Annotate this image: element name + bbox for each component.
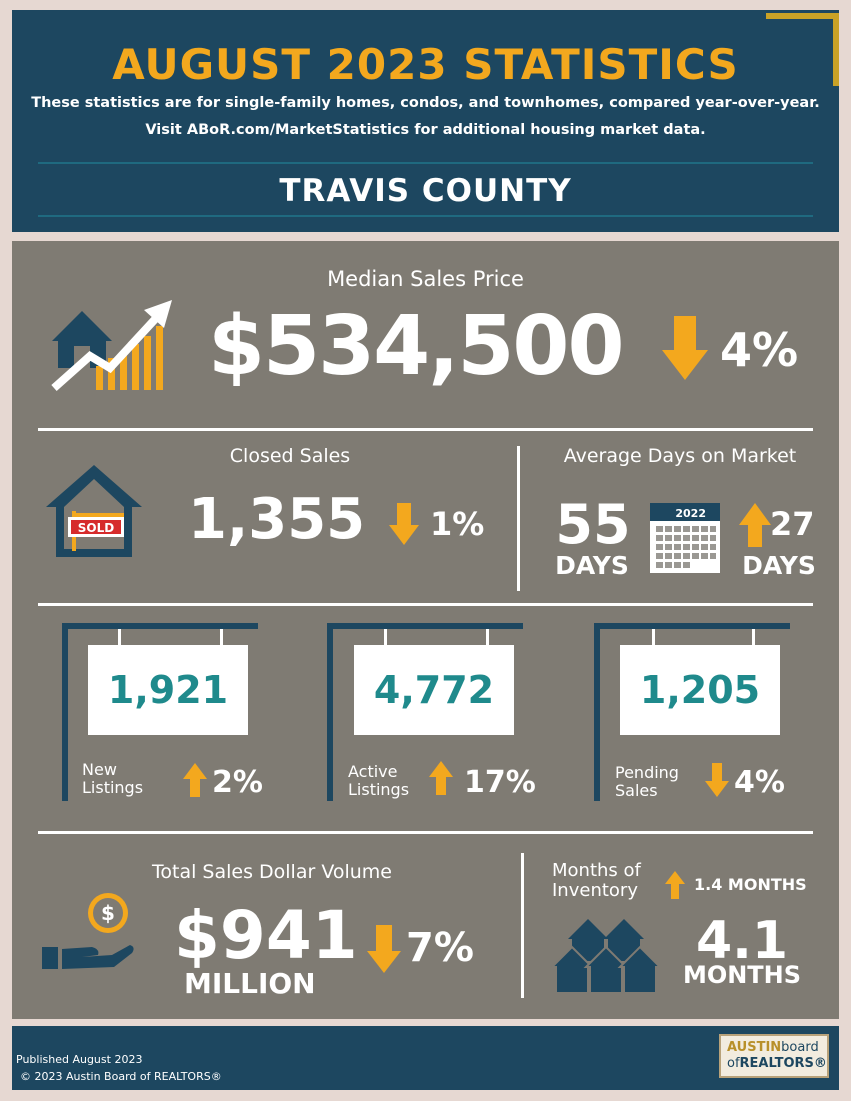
abor-logo: AUSTINboard ofREALTORS®	[719, 1034, 829, 1078]
arrow-down-icon	[388, 503, 420, 547]
median-price-value: $534,500	[208, 299, 623, 394]
arrow-up-icon	[182, 763, 208, 799]
arrow-up-icon	[738, 503, 772, 549]
sold-house-icon	[42, 457, 152, 562]
sign-post	[327, 623, 333, 801]
inventory-label-1: Months of	[552, 860, 641, 881]
house-growth-icon	[48, 296, 178, 396]
calendar-year: 2022	[675, 507, 706, 520]
arrow-up-icon	[664, 871, 686, 901]
sign-chain	[752, 629, 755, 645]
vertical-divider	[517, 446, 520, 591]
county-title: TRAVIS COUNTY	[279, 173, 572, 209]
sign-post-arm	[594, 623, 790, 629]
sales-volume-unit: MILLION	[184, 967, 316, 1000]
money-hand-icon	[40, 889, 140, 979]
active-listings-change: 17%	[464, 765, 536, 800]
arrow-down-icon	[660, 316, 710, 381]
subtitle-line-1: These statistics are for single-family homes, condos, and townhomes, compared year-over-year.	[31, 95, 820, 111]
pending-sales-label-2: Sales	[615, 781, 658, 800]
published-date: Published August 2023	[16, 1053, 143, 1066]
new-listings-label-1: New	[82, 760, 117, 779]
active-listings-label-1: Active	[348, 762, 398, 781]
new-listings-label-2: Listings	[82, 778, 144, 797]
closed-sales-label: Closed Sales	[229, 445, 351, 467]
sales-volume-label: Total Sales Dollar Volume	[152, 861, 392, 883]
inventory-label-2: Inventory	[552, 880, 638, 901]
svg-text:$: $	[101, 901, 115, 925]
sign-chain	[652, 629, 655, 645]
sales-volume-change: 7%	[406, 925, 474, 971]
vertical-divider	[521, 853, 524, 998]
sign-post-arm	[327, 623, 523, 629]
sales-volume-value: $941	[174, 897, 358, 974]
arrow-down-icon	[704, 763, 730, 799]
inventory-change: 1.4 MONTHS	[694, 875, 807, 894]
copyright: © 2023 Austin Board of REALTORS®	[20, 1070, 222, 1083]
sign-chain	[384, 629, 387, 645]
stats-panel	[12, 241, 839, 1019]
divider	[38, 428, 813, 431]
subtitle-line-2: Visit ABoR.com/MarketStatistics for additional housing market data.	[145, 122, 706, 138]
days-on-market-change: 27	[770, 505, 815, 543]
median-price-label: Median Sales Price	[327, 267, 524, 291]
closed-sales-value: 1,355	[188, 487, 366, 552]
inventory-value: 4.1	[695, 911, 789, 971]
header-divider-top	[38, 162, 813, 164]
inventory-unit: MONTHS	[682, 961, 802, 989]
header-divider-bottom	[38, 215, 813, 217]
sign-chain	[220, 629, 223, 645]
days-on-market-value: 55	[555, 493, 631, 556]
arrow-down-icon	[366, 925, 402, 975]
footer	[12, 1026, 839, 1090]
header-banner	[12, 10, 839, 232]
active-listings-value: 4,772	[354, 645, 514, 735]
days-on-market-change-unit: DAYS	[742, 551, 816, 580]
sign-post	[62, 623, 68, 801]
sign-post-arm	[62, 623, 258, 629]
page-title: AUGUST 2023 STATISTICS	[112, 40, 739, 89]
arrow-up-icon	[428, 761, 454, 797]
houses-icon	[550, 913, 662, 995]
new-listings-change: 2%	[212, 765, 263, 800]
median-price-change: 4%	[720, 323, 799, 377]
sign-chain	[118, 629, 121, 645]
pending-sales-change: 4%	[734, 765, 785, 800]
divider	[38, 831, 813, 834]
pending-sales-value: 1,205	[620, 645, 780, 735]
pending-sales-label-1: Pending	[615, 763, 679, 782]
sign-post	[594, 623, 600, 801]
sold-sign-text: SOLD	[77, 521, 115, 535]
days-on-market-unit: DAYS	[555, 551, 629, 580]
days-on-market-label: Average Days on Market	[563, 445, 797, 467]
closed-sales-change: 1%	[430, 505, 485, 543]
sign-chain	[486, 629, 489, 645]
divider	[38, 603, 813, 606]
new-listings-value: 1,921	[88, 645, 248, 735]
calendar-icon	[650, 503, 722, 575]
active-listings-label-2: Listings	[348, 780, 410, 799]
